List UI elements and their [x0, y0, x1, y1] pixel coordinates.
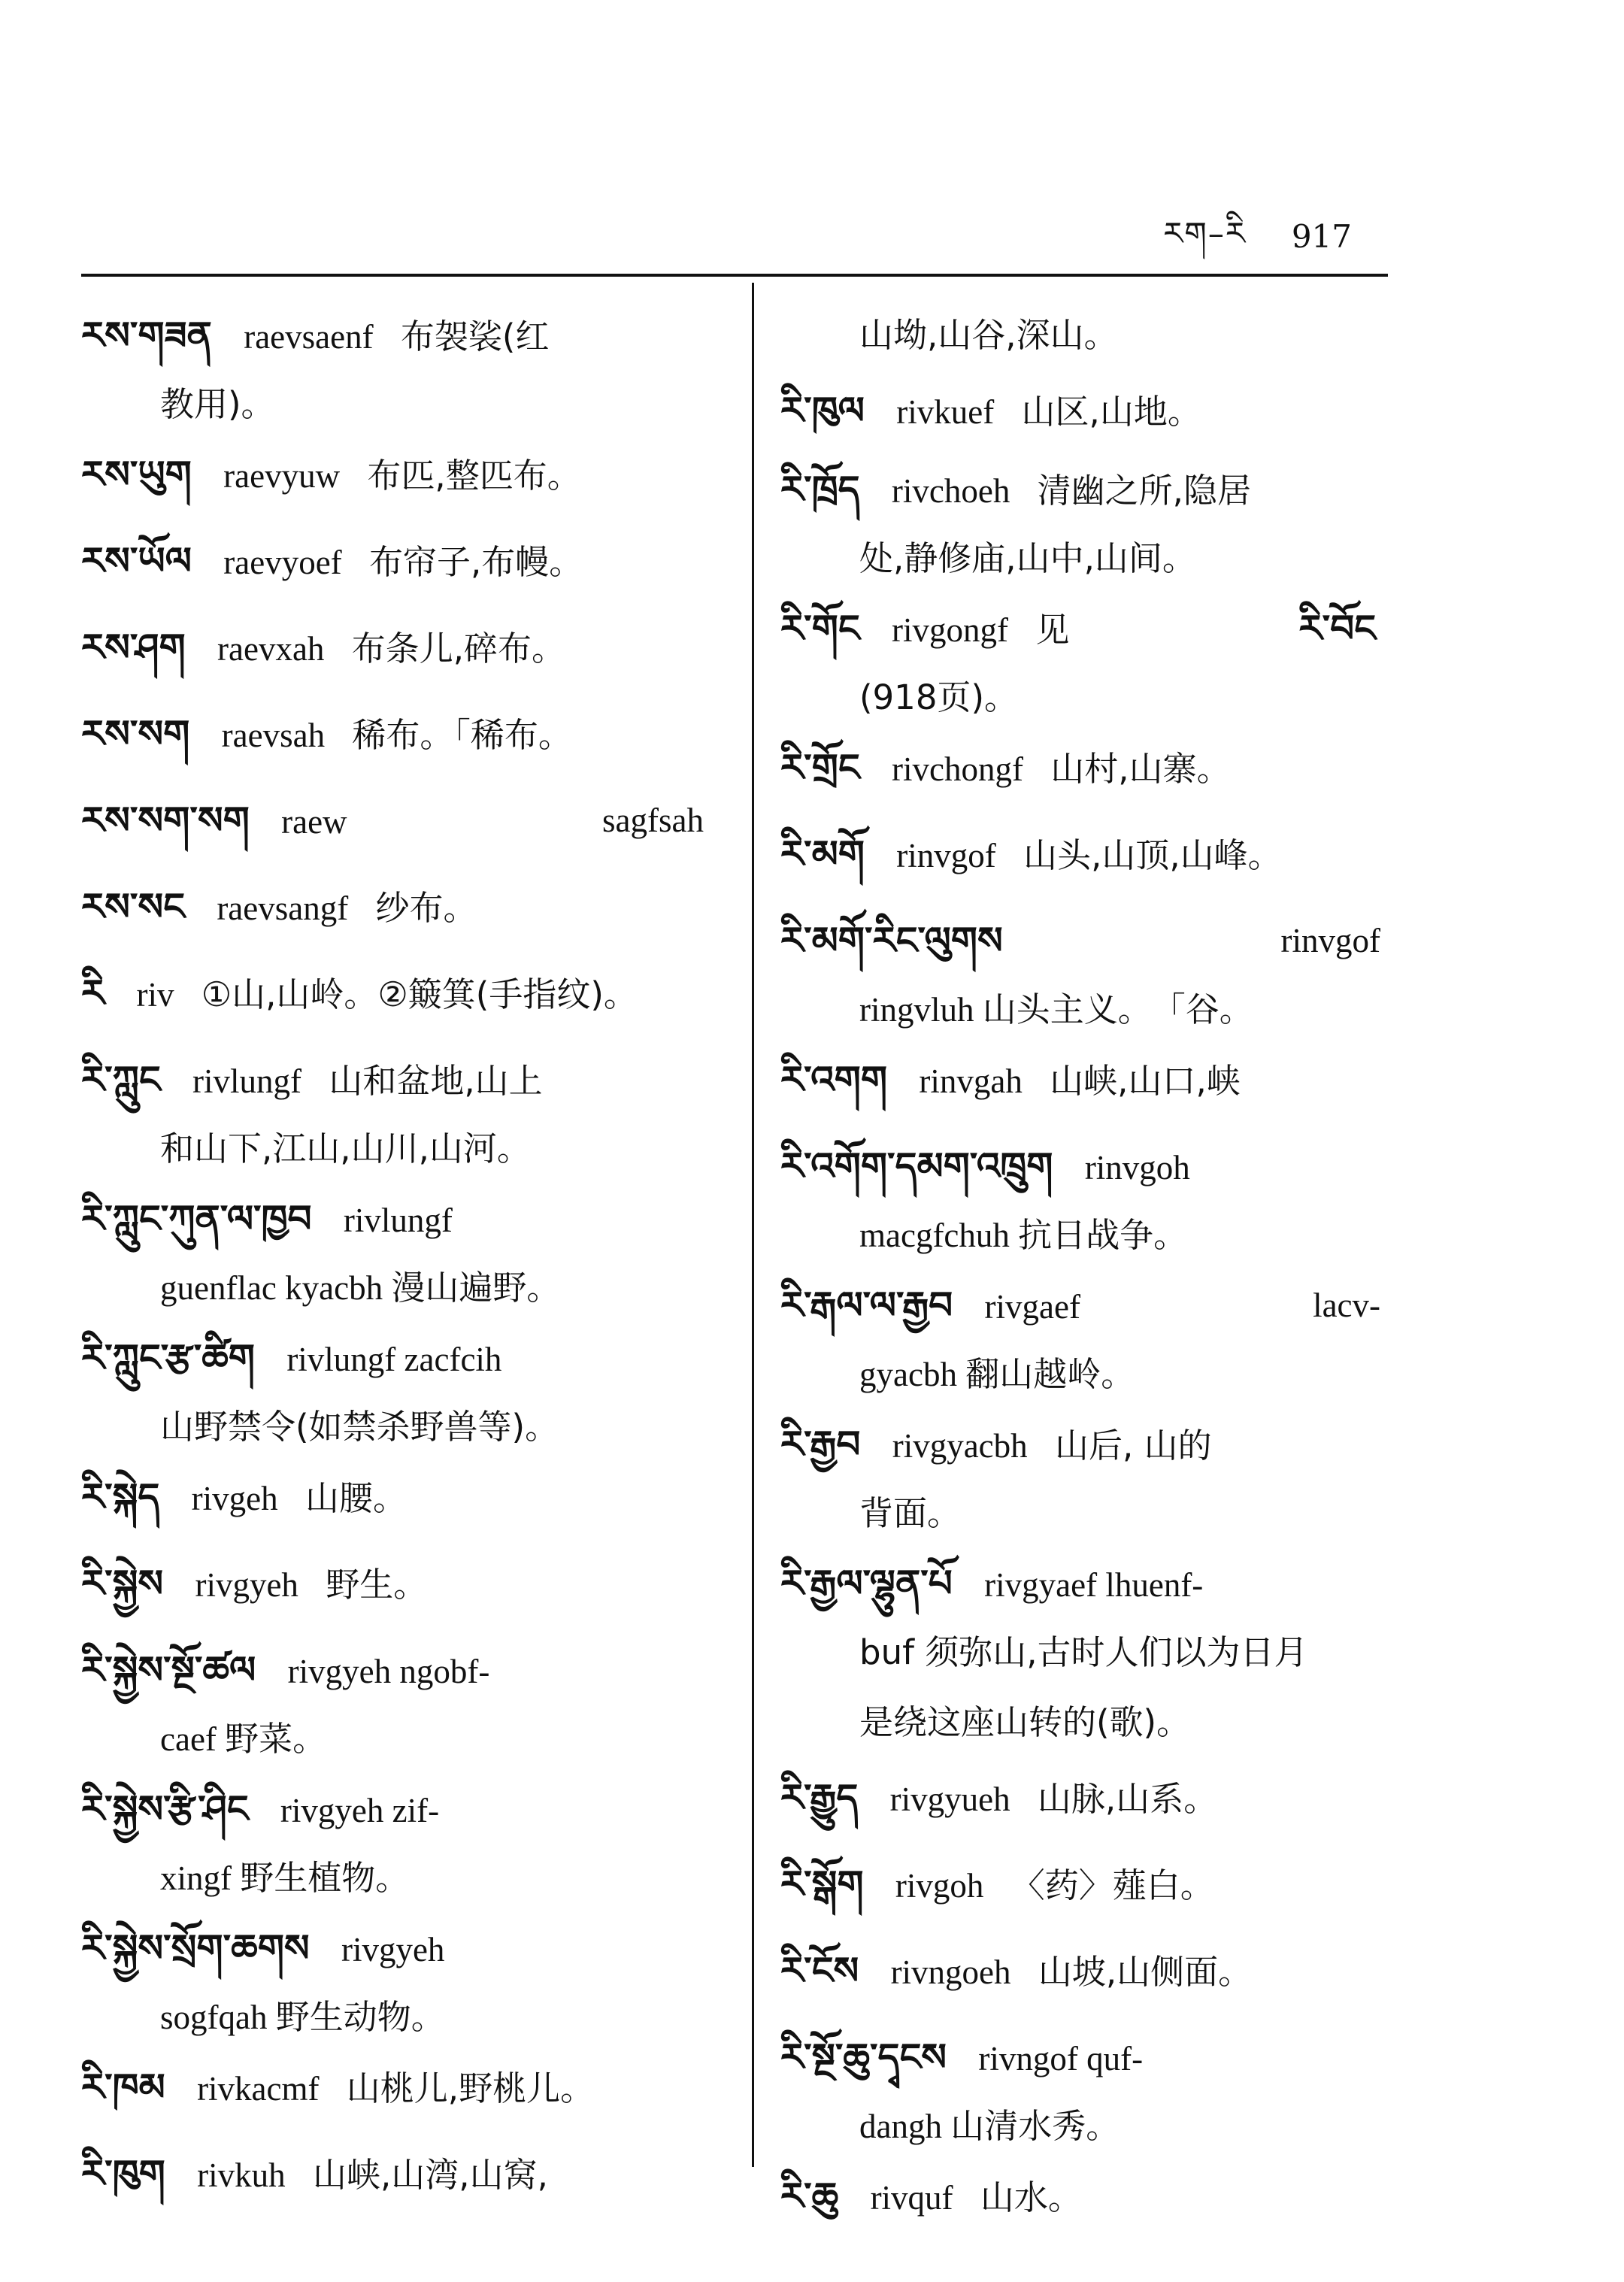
dictionary-entry — [780, 2162, 1397, 2231]
dictionary-entry — [81, 1462, 720, 1532]
romanization: raevyuw — [223, 457, 341, 495]
dictionary-entry — [780, 1549, 1397, 1687]
tibetan-term: རི་ཁྲོད — [780, 468, 860, 511]
romanization: riv — [136, 976, 174, 1014]
definition: 布匹,整匹布。 — [367, 456, 581, 495]
dictionary-entry — [780, 1763, 1397, 1832]
definition-continuation: dangh 山清水秀。 — [859, 2108, 1120, 2145]
tibetan-term: རི་ཁུལ — [780, 389, 865, 432]
romanization: rivlungf — [343, 1202, 453, 1239]
tibetan-term: རི་ཁུག — [81, 2152, 165, 2196]
dictionary-entry — [81, 1323, 720, 1462]
definition-continuation: 教用)。 — [160, 384, 275, 424]
romanization: rivgyeh ngobf- — [287, 1653, 490, 1690]
dictionary-entry — [81, 1045, 720, 1183]
dictionary-entry — [81, 440, 720, 509]
tibetan-term: རི་གོང — [780, 607, 860, 650]
definition-continuation: (918页)。 — [859, 677, 1019, 717]
tibetan-term: རི་འགོག་དམག་འཁྲུག — [780, 1144, 1053, 1188]
definition: ①山,山岭。②簸箕(手指纹)。 — [201, 974, 638, 1014]
page-header — [81, 203, 1389, 271]
header-tibetan: རག–རི — [1163, 215, 1247, 252]
definition-continuation: macgfchuh 抗日战争。 — [859, 1217, 1188, 1254]
dictionary-entry — [780, 594, 1397, 732]
tibetan-term: རས་སག་སག — [81, 799, 250, 842]
dictionary-entry — [81, 1774, 720, 1913]
definition: 布帘子,布幔。 — [368, 542, 583, 582]
dictionary-entry — [780, 906, 1397, 1044]
dictionary-entry — [780, 1850, 1397, 1919]
definition: 山头,山顶,山峰。 — [1023, 835, 1282, 875]
tibetan-term: རི་འགག — [780, 1058, 888, 1102]
romanization: rivlungf zacfcih — [286, 1341, 502, 1378]
romanization: raevsangf — [217, 889, 349, 927]
top-rule — [81, 274, 1388, 277]
romanization: raevxah — [217, 630, 325, 668]
dictionary-entry — [81, 1635, 720, 1774]
romanization: rinvgah — [919, 1062, 1023, 1100]
dictionary-entry — [81, 872, 720, 941]
dictionary-entry — [780, 733, 1397, 802]
tibetan-term: རི་ངོས — [780, 1949, 859, 1993]
tibetan-term: རི་རྒྱལ་ལྷུན་པོ — [780, 1562, 953, 1605]
definition: 纱布。 — [375, 888, 477, 928]
romanization: rinvgoh — [1084, 1149, 1190, 1186]
dictionary-entry — [780, 1132, 1397, 1270]
definition: 山和盆地,山上 — [329, 1061, 543, 1101]
definition: 布条儿,碎布。 — [351, 629, 566, 668]
romanization-right: lacv- — [1313, 1286, 1380, 1324]
definition-continuation: sogfqah 野生动物。 — [160, 1999, 445, 2036]
romanization: rivgaef — [984, 1288, 1080, 1326]
romanization: rivkacmf — [197, 2070, 320, 2108]
definition-continuation: ringvluh 山头主义。 「谷。 — [859, 991, 1253, 1029]
column-divider — [752, 283, 754, 2167]
dictionary-entry — [81, 1184, 720, 1323]
tibetan-term: རི་སྔོ་ཆུ་དྭངས — [780, 2035, 947, 2079]
definition: 山峡,山口,峡 — [1050, 1061, 1241, 1101]
definition: 山桃儿,野桃儿。 — [346, 2068, 595, 2108]
definition-continuation: 是绕这座山转的(歌)。 — [859, 1702, 1191, 1742]
romanization: rivgeh — [191, 1480, 278, 1517]
definition: 山水。 — [980, 2177, 1082, 2217]
dictionary-entry — [780, 1688, 1397, 1757]
definition: 山脉,山系。 — [1037, 1779, 1218, 1819]
definition: 野生。 — [326, 1565, 428, 1605]
tibetan-term: རས་ཡུག — [81, 453, 192, 496]
dictionary-entry — [81, 2139, 720, 2208]
romanization: rivkuh — [197, 2156, 286, 2194]
definition-continuation: caef 野菜。 — [160, 1720, 327, 1758]
definition: 山村,山寨。 — [1050, 749, 1231, 789]
romanization: rivquf — [870, 2179, 953, 2217]
tibetan-term: རི་ཆུ — [780, 2174, 839, 2218]
tibetan-term: རི་རྒལ་ལ་རྒྱབ — [780, 1283, 953, 1327]
tibetan-term: རི་སྐྱེས་རྩི་ཤིང — [81, 1787, 249, 1831]
tibetan-term: རས་སང — [81, 885, 185, 929]
tibetan-term: རི་སྐྱེས — [81, 1562, 164, 1605]
dictionary-entry — [81, 301, 720, 439]
tibetan-term: རས་སག — [81, 712, 190, 756]
tibetan-term: རི་མགོ — [780, 832, 865, 876]
dictionary-entry — [780, 2023, 1397, 2161]
definition: 山腰。 — [304, 1478, 407, 1518]
definition: 〈药〉薤白。 — [1010, 1865, 1214, 1905]
romanization: raew — [281, 803, 347, 841]
tibetan-term: རི་སྐྱེས་སྲོག་ཆགས — [81, 1926, 310, 1970]
romanization: rivchoeh — [891, 472, 1010, 510]
tibetan-term: རི་མགོ་རིང་ལུགས — [780, 919, 1003, 962]
dictionary-entry — [81, 613, 720, 682]
tibetan-term: རི་སྐྱེས་སྔོ་ཚལ — [81, 1648, 256, 1692]
definition: 见 — [1035, 610, 1070, 650]
dictionary-entry — [81, 2053, 720, 2122]
tibetan-term: རི་གྲོང — [780, 746, 860, 789]
tibetan-term: རི་སྐེད — [81, 1475, 160, 1519]
romanization-right: sagfsah — [602, 802, 704, 839]
romanization: rivgyacbh — [892, 1427, 1028, 1465]
romanization: rinvgof — [1280, 922, 1380, 959]
tibetan-term: རས་ཡོལ — [81, 539, 192, 583]
romanization: rivgyeh — [341, 1931, 445, 1968]
definition-continuation: 山野禁令(如禁杀野兽等)。 — [160, 1407, 559, 1447]
romanization: rivngoeh — [890, 1953, 1011, 1991]
tibetan-term: རི་ཁམ — [81, 2065, 165, 2109]
romanization: rivgoh — [895, 1867, 984, 1905]
dictionary-entry — [780, 1410, 1397, 1548]
dictionary-entry — [81, 699, 720, 768]
romanization: raevsah — [221, 717, 326, 754]
definition-continuation: 和山下,江山,山川,山河。 — [160, 1129, 531, 1168]
romanization: rinvgof — [896, 837, 996, 874]
dictionary-entry — [81, 526, 720, 596]
tibetan-term: རི་ཀླུང — [81, 1058, 161, 1102]
romanization: rivgyaef lhuenf- — [984, 1566, 1204, 1604]
dictionary-entry — [780, 455, 1397, 593]
definition-continuation: guenflac kyacbh 漫山遍野。 — [160, 1269, 561, 1307]
definition-continuation: 山坳,山谷,深山。 — [859, 315, 1118, 355]
romanization: rivkuef — [896, 393, 995, 431]
cross-reference-tibetan: རི་བོང — [1298, 607, 1376, 650]
tibetan-term: རི་ཀླུང་ཀུན་ལ་ཁྱབ — [81, 1197, 312, 1241]
romanization: raevyoef — [223, 544, 342, 581]
definition: 山后, 山的 — [1054, 1426, 1212, 1465]
definition-continuation: buf 须弥山,古时人们以为日月 — [859, 1632, 1308, 1672]
definition: 山峡,山湾,山窝, — [312, 2155, 548, 2195]
definition: 山区,山地。 — [1021, 392, 1201, 432]
dictionary-entry — [81, 1549, 720, 1618]
romanization: rivlungf — [192, 1062, 301, 1100]
definition-continuation: xingf 野生植物。 — [160, 1859, 410, 1897]
dictionary-entry — [780, 1045, 1397, 1114]
tibetan-term: རི་སྒོག — [780, 1862, 864, 1906]
romanization: rivgyeh zif- — [280, 1792, 440, 1829]
definition-continuation: 背面。 — [859, 1493, 962, 1533]
romanization: raevsaenf — [244, 318, 374, 356]
romanization: rivngof quf- — [978, 2040, 1144, 2077]
definition-continuation: gyacbh 翻山越岭。 — [859, 1356, 1135, 1393]
dictionary-entry — [81, 1914, 720, 2052]
tibetan-term: རི — [81, 971, 105, 1015]
definition: 布袈裟(红 — [400, 317, 550, 356]
romanization: rivchongf — [892, 750, 1023, 788]
romanization: rivgongf — [892, 611, 1008, 649]
dictionary-entry — [780, 1936, 1397, 2005]
dictionary-entry — [780, 301, 1397, 370]
tibetan-term: རས་ཤག — [81, 626, 186, 669]
tibetan-term: རི་ཀླུང་རྩ་ཚིག — [81, 1336, 255, 1380]
tibetan-term: རི་རྒྱུད — [780, 1776, 859, 1820]
dictionary-entry — [780, 376, 1397, 445]
dictionary-entry — [81, 959, 720, 1028]
tibetan-term: རས་གཟན — [81, 314, 212, 357]
dictionary-entry — [81, 786, 720, 855]
dictionary-entry — [780, 820, 1397, 889]
page-number: 917 — [1291, 218, 1352, 255]
tibetan-term: རི་རྒྱབ — [780, 1423, 861, 1466]
definition: 清幽之所,隐居 — [1037, 471, 1251, 511]
romanization: rivgyueh — [889, 1780, 1010, 1818]
definition: 稀布。「稀布。 — [352, 715, 572, 755]
dictionary-entry — [780, 1271, 1397, 1409]
romanization: rivgyeh — [195, 1566, 298, 1604]
definition: 山坡,山侧面。 — [1038, 1952, 1253, 1992]
definition-continuation: 处,静修庙,山中,山间。 — [859, 538, 1196, 578]
